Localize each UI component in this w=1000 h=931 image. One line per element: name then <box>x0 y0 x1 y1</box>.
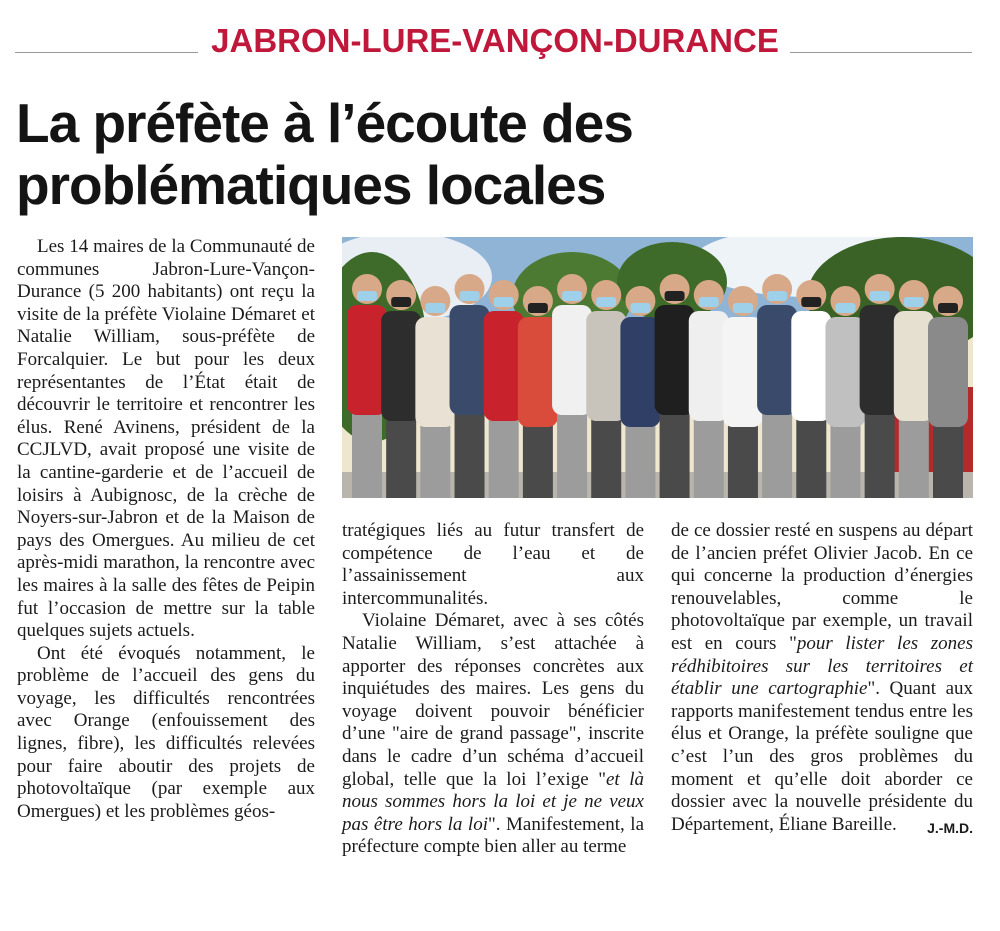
quote: pour lister les zones rédhibitoires sur les territoires et établir une cartographie <box>671 632 974 700</box>
paragraph: Les 14 maires de la Communauté de communes Jabron-Lure-Vançon-Durance (5 200 habitants) ont reçu la visite de la préfète Violaine Démaret et Natalie William, sous-préfète de Forcalquier. Le but pour les deux représentantes de l’État était de découvrir le territoire et rencontrer les élus. René Avinens, président de la CCJLVD, avait proposé une visite de la cantine-garderie et de l’accueil de loisirs à Aubignosc, de la crèche de Noyers-sur-Jabron et de la Maison de pays des Omergues. Au milieu de cet après-midi marathon, la rencontre avec les maires à la salle des fêtes de Peipin fut l’occasion de mettre sur la table quelques sujets actuels. <box>17 236 315 642</box>
person-figure <box>757 274 797 498</box>
person-figure <box>791 280 831 498</box>
person-figure <box>552 274 592 498</box>
person-figure <box>860 274 900 498</box>
person-figure <box>381 280 421 498</box>
text-segment: ". Manifestement, la préfecture compte bien aller au terme <box>342 813 644 858</box>
person-figure <box>586 280 626 498</box>
paragraph <box>671 520 973 836</box>
paragraph <box>342 610 644 859</box>
person-figure <box>894 280 934 498</box>
quote: et là nous sommes hors la loi et je ne veux pas être hors la loi <box>342 768 644 835</box>
text-segment: ". Quant aux rapports manifestement tendus entre les élus et Orange, la préfète souligne que c’est l’un des gros problèmes du moment et qu’elle doit aborder ce dossier avec la nouvelle présidente du Département, Éliane Bareille. <box>671 678 973 835</box>
group-photo <box>342 237 973 498</box>
article-column-1 <box>17 236 315 823</box>
article-column-3 <box>671 520 973 839</box>
text-segment: Violaine Démaret, avec à ses côtés Natalie William, s’est attachée à apporter des réponses concrètes aux inquiétudes des maires. Les gens du voyage doivent pouvoir bénéficier d’une "aire de grand passage", inscrite dans le cadre d’un schéma d’accueil global, telle que la loi l’exige " <box>342 610 644 790</box>
author-signature: J.-M.D. <box>927 819 973 836</box>
section-kicker: JABRON-LURE-VANÇON-DURANCE <box>211 22 779 59</box>
person-figure <box>450 274 490 498</box>
paragraph: Ont été évoqués notamment, le problème de l’accueil des gens du voyage, les difficultés rencontrées avec Orange (enfouissement des lignes, fibre), les difficultés relevées pour faire aboutir des projets de photovoltaïque (par exemple aux Omergues) et les problèmes géos- <box>17 642 315 822</box>
person-figure <box>689 280 729 498</box>
paragraph: tratégiques liés au futur transfert de compétence de l’eau et de l’assainissement aux intercommunalités. <box>342 520 644 609</box>
headline-line-1: La préfète à l’écoute des <box>16 92 633 154</box>
person-figure <box>347 274 387 498</box>
group-photo-illustration <box>342 237 973 498</box>
kicker-rule-left <box>15 52 198 53</box>
kicker-rule-right <box>790 52 972 53</box>
text-segment: de ce dossier resté en suspens au départ de l’ancien préfet Olivier Jacob. En ce qui concerne la production d’énergies renouvelables, comme le photovoltaïque par exemple, un travail est en cours " <box>671 520 973 654</box>
article-column-2 <box>342 520 644 859</box>
headline-line-2: problématiques locales <box>16 154 606 216</box>
person-figure <box>484 280 524 498</box>
article-headline <box>16 92 976 216</box>
person-figure <box>655 274 695 498</box>
